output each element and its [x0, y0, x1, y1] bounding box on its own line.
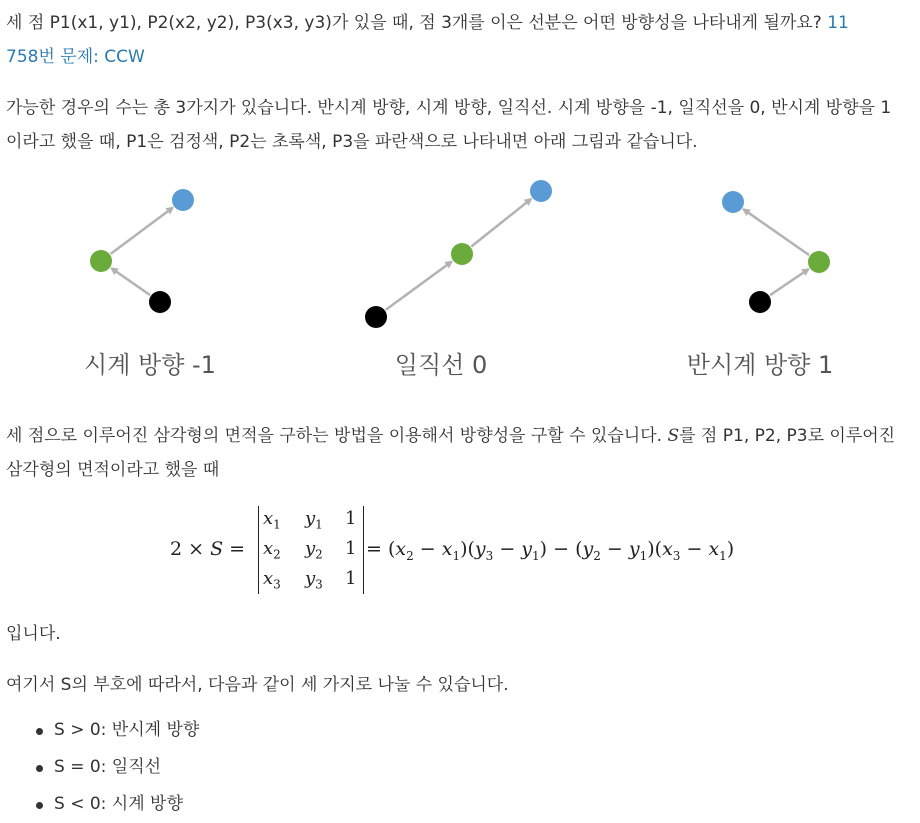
panel-label-collinear: 일직선 0 [394, 351, 488, 379]
matrix-cell: $x_1$ [263, 508, 281, 532]
point-p3-collinear [530, 180, 552, 202]
arrow-p2-p3-counterclockwise [744, 209, 809, 255]
problem-link[interactable]: 11 758번 문제: CCW [6, 13, 849, 67]
list-item: S = 0: 일직선 [6, 749, 199, 786]
direction-figure [6, 168, 906, 398]
arrow-p2-p3-collinear [471, 199, 530, 246]
bullet-icon [36, 765, 43, 772]
point-p1-counterclockwise [749, 291, 771, 313]
matrix-cell: 1 [345, 568, 357, 589]
formula-lhs: 2 × S = [170, 538, 246, 560]
matrix-cell: $x_3$ [263, 568, 281, 592]
cases-paragraph: 가능한 경우의 수는 총 3가지가 있습니다. 반시계 방향, 시계 방향, 일직선. 시계 방향을 -1, 일직선을 0, 반시계 방향을 1이라고 했을 때, P1은 검정색, P2는 초록색, P3을 파란색으로 나타내면 아래 그림과 같습니다. [6, 98, 892, 152]
point-p2-clockwise [90, 250, 112, 272]
area-formula [6, 506, 906, 596]
matrix-cell: $y_3$ [305, 568, 323, 592]
point-p1-clockwise [149, 291, 171, 313]
matrix-cell: 1 [345, 508, 357, 529]
direction-diagram [6, 168, 906, 398]
point-p3-clockwise [172, 189, 194, 211]
list-item: S < 0: 시계 방향 [6, 786, 199, 823]
end-paragraph: 입니다. [6, 624, 61, 644]
bullet-icon [36, 728, 43, 735]
matrix-cell: $y_1$ [305, 508, 323, 532]
bullet-icon [36, 802, 43, 809]
matrix-cell: $x_2$ [263, 538, 281, 562]
arrow-p1-p2-collinear [386, 262, 452, 310]
area-paragraph: 세 점으로 이루어진 삼각형의 면적을 구하는 방법을 이용해서 방향성을 구할 수 있습니다. S를 점 P1, P2, P3로 이루어진 삼각형의 면적이라고 했을 때 [6, 426, 896, 480]
arrow-p1-p2-counterclockwise [770, 269, 808, 295]
formula-rhs: = $(x_2 - x_1)(y_3 - y_1) - (y_2 - y_1)(x_3 - x_1)$ [366, 538, 735, 563]
panel-label-clockwise: 시계 방향 -1 [84, 351, 216, 379]
panel-label-counterclockwise: 반시계 방향 1 [686, 351, 834, 379]
sign-cases-list [6, 712, 199, 823]
area-symbol: S [667, 426, 680, 446]
arrow-p1-p2-clockwise [112, 268, 150, 295]
matrix-cell: 1 [345, 538, 357, 559]
intro-paragraph [6, 6, 906, 74]
matrix-cell: $y_2$ [305, 538, 323, 562]
point-p2-collinear [451, 243, 473, 265]
point-p2-counterclockwise [808, 251, 830, 273]
figure-panels [90, 180, 830, 328]
list-item: S > 0: 반시계 방향 [6, 712, 199, 749]
point-p1-collinear [365, 306, 387, 328]
point-p3-counterclockwise [722, 191, 744, 213]
sign-paragraph: 여기서 S의 부호에 따라서, 다음과 같이 세 가지로 나눌 수 있습니다. [6, 675, 509, 695]
arrow-p2-p3-clockwise [111, 208, 173, 254]
determinant-matrix [258, 506, 364, 594]
intro-text: 세 점 P1(x1, y1), P2(x2, y2), P3(x3, y3)가 있을 때, 점 3개를 이은 선분은 어떤 방향성을 나타내게 될까요? [6, 13, 828, 33]
